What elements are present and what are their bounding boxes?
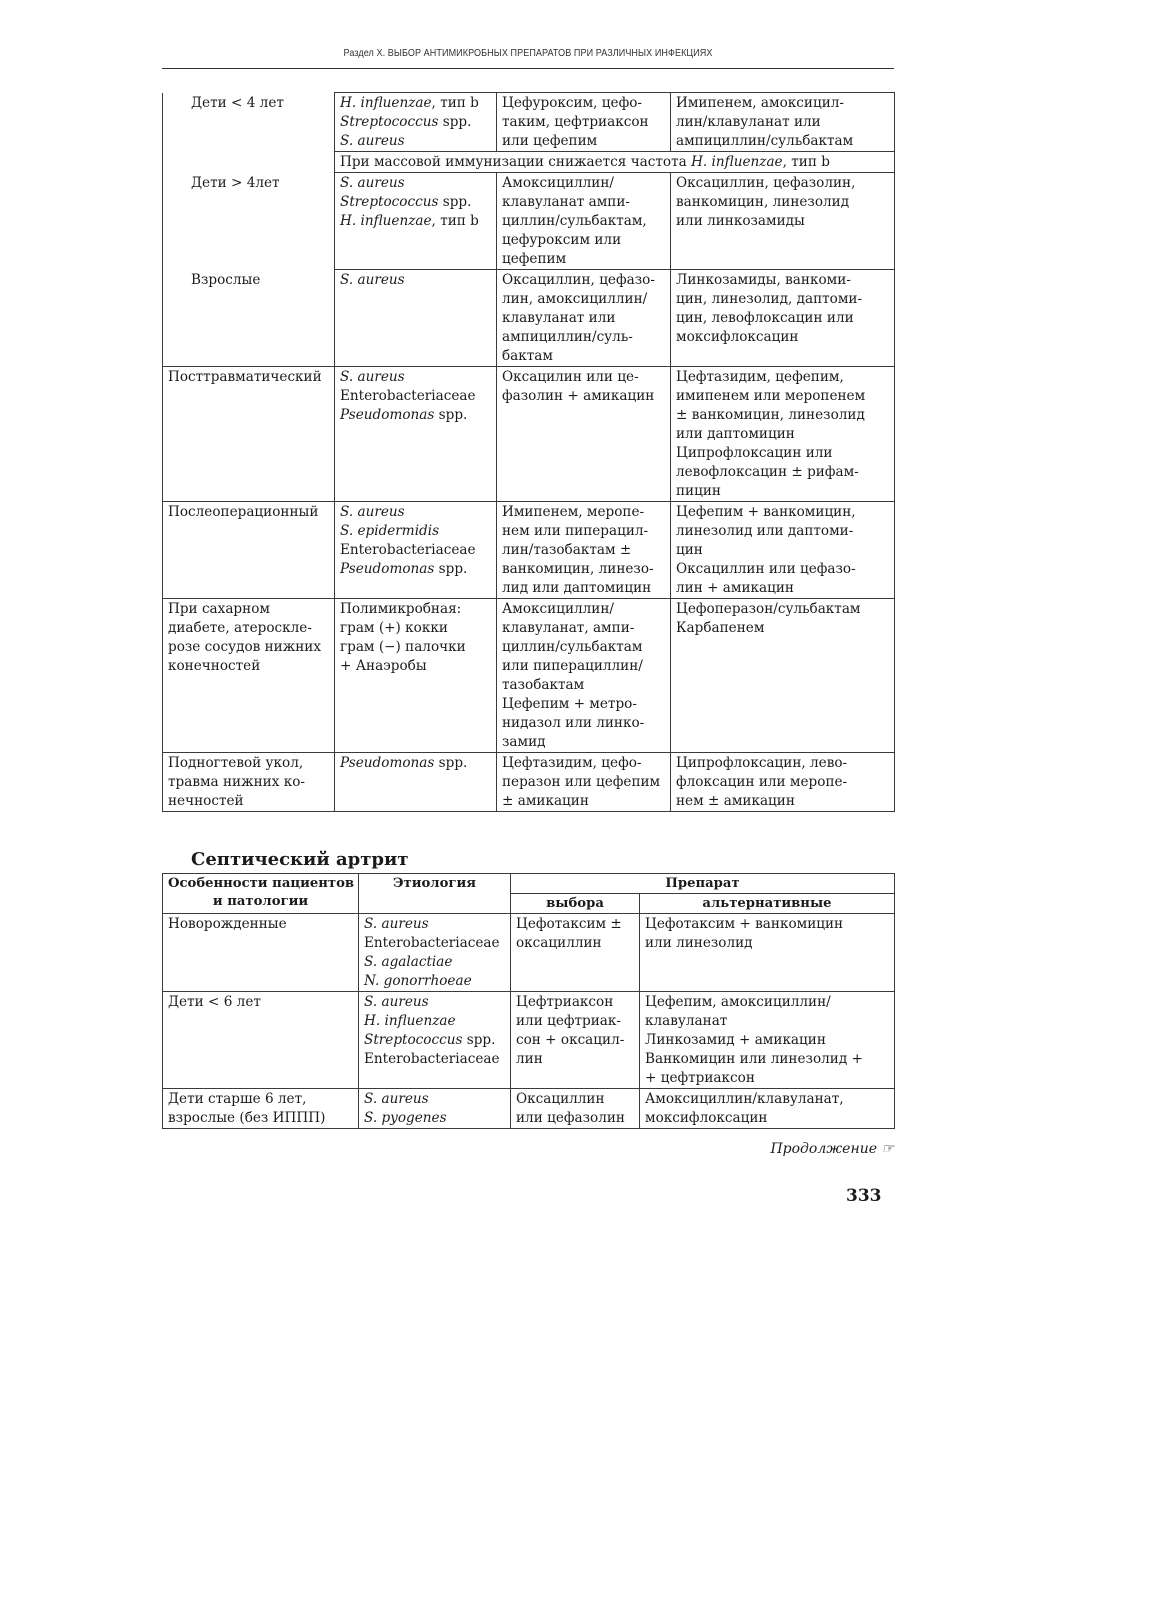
table-row — [163, 753, 895, 812]
etiology-cell: S. aureus S. pyogenes — [359, 1089, 511, 1129]
section-title: Септический артрит — [191, 849, 409, 870]
header-patients: Особенности пациентов и патологии — [163, 874, 359, 914]
row-category: Дети старше 6 лет, взрослые (без ИППП) — [163, 1089, 359, 1129]
choice-cell: Имипенем, меропе- нем или пиперацил- лин/тазобактам ± ванкомицин, линезо- лид или даптомицин — [497, 502, 671, 599]
table-row — [163, 1089, 895, 1129]
row-category: Взрослые — [163, 270, 335, 367]
header-drug: Препарат — [511, 874, 895, 894]
header-alternative: альтернативные — [640, 894, 895, 914]
table-row — [163, 914, 895, 992]
etiology-cell: Полимикробная: грам (+) кокки грам (−) палочки + Анаэробы — [335, 599, 497, 753]
choice-cell: Цефтриаксон или цефтриак- сон + оксацил- лин — [511, 992, 640, 1089]
choice-cell: Цефтазидим, цефо- перазон или цефепим ± амикацин — [497, 753, 671, 812]
choice-cell: Амоксициллин/ клавуланат ампи- циллин/сульбактам, цефуроксим или цефепим — [497, 173, 671, 270]
alternative-cell: Имипенем, амоксицил- лин/клавуланат или ампициллин/сульбактам — [671, 93, 895, 152]
alternative-cell: Амоксициллин/клавуланат, моксифлоксацин — [640, 1089, 895, 1129]
choice-cell: Цефотаксим ± оксациллин — [511, 914, 640, 992]
table-row — [163, 270, 895, 367]
row-category: При сахарном диабете, атероскле- розе сосудов нижних конечностей — [163, 599, 335, 753]
etiology-cell: S. aureus — [335, 270, 497, 367]
header-rule — [162, 68, 894, 69]
alternative-cell: Линкозамиды, ванкоми- цин, линезолид, даптоми- цин, левофлоксацин или моксифлоксацин — [671, 270, 895, 367]
row-category: Новорожденные — [163, 914, 359, 992]
page-number: 333 — [846, 1186, 882, 1206]
etiology-cell: S. aureus H. influenzae Streptococcus spp. Enterobacteriaceae — [359, 992, 511, 1089]
etiology-cell: H. influenzae, тип b Streptococcus spp. S. aureus — [335, 93, 497, 152]
choice-cell: Цефуроксим, цефо- таким, цефтриаксон или цефепим — [497, 93, 671, 152]
row-category: Посттравматический — [163, 367, 335, 502]
row-category: Дети > 4лет — [163, 173, 335, 270]
table-row — [163, 992, 895, 1089]
header-etiology: Этиология — [359, 874, 511, 914]
etiology-cell: Pseudomonas spp. — [335, 753, 497, 812]
row-category: Подногтевой укол, травма нижних ко- нечностей — [163, 753, 335, 812]
table-row — [163, 502, 895, 599]
alternative-cell: Цефтазидим, цефепим, имипенем или меропенем ± ванкомицин, линезолид или даптомицин Ципрофлоксацин или левофлоксацин ± рифам- пицин — [671, 367, 895, 502]
immunization-note: При массовой иммунизации снижается частота H. influenzae, тип b — [335, 152, 895, 173]
osteomyelitis-table — [162, 92, 895, 812]
septic-arthritis-table — [162, 873, 895, 1129]
table-row — [163, 599, 895, 753]
etiology-cell: S. aureus Streptococcus spp. H. influenzae, тип b — [335, 173, 497, 270]
etiology-cell: S. aureus Enterobacteriaceae S. agalactiae N. gonorrhoeae — [359, 914, 511, 992]
choice-cell: Оксацилин или це- фазолин + амикацин — [497, 367, 671, 502]
table-row — [163, 93, 895, 152]
etiology-cell: S. aureus Enterobacteriaceae Pseudomonas spp. — [335, 367, 497, 502]
alternative-cell: Цефепим + ванкомицин, линезолид или даптоми- цин Оксациллин или цефазо- лин + амикацин — [671, 502, 895, 599]
choice-cell: Оксациллин или цефазолин — [511, 1089, 640, 1129]
table-row — [163, 173, 895, 270]
etiology-cell: S. aureus S. epidermidis Enterobacteriaceae Pseudomonas spp. — [335, 502, 497, 599]
row-category: Дети < 6 лет — [163, 992, 359, 1089]
alternative-cell: Оксациллин, цефазолин, ванкомицин, линезолид или линкозамиды — [671, 173, 895, 270]
row-category: Послеоперационный — [163, 502, 335, 599]
row-category — [163, 152, 335, 173]
choice-cell: Оксациллин, цефазо- лин, амоксициллин/ клавуланат или ампициллин/суль- бактам — [497, 270, 671, 367]
header-row — [163, 874, 895, 894]
alternative-cell: Ципрофлоксацин, лево- флоксацин или меропе- нем ± амикацин — [671, 753, 895, 812]
alternative-cell: Цефоперазон/сульбактам Карбапенем — [671, 599, 895, 753]
continuation-note: Продолжение ☞ — [770, 1141, 894, 1157]
alternative-cell: Цефотаксим + ванкомицин или линезолид — [640, 914, 895, 992]
table-row — [163, 367, 895, 502]
row-category: Дети < 4 лет — [163, 93, 335, 152]
running-header: Раздел X. ВЫБОР АНТИМИКРОБНЫХ ПРЕПАРАТОВ ПРИ РАЗЛИЧНЫХ ИНФЕКЦИЯХ — [343, 47, 713, 59]
header-choice: выбора — [511, 894, 640, 914]
table-row-note — [163, 152, 895, 173]
alternative-cell: Цефепим, амоксициллин/ клавуланат Линкозамид + амикацин Ванкомицин или линезолид + + цефтриаксон — [640, 992, 895, 1089]
choice-cell: Амоксициллин/ клавуланат, ампи- циллин/сульбактам или пиперациллин/ тазобактам Цефепим + метро- нидазол или линко- замид — [497, 599, 671, 753]
